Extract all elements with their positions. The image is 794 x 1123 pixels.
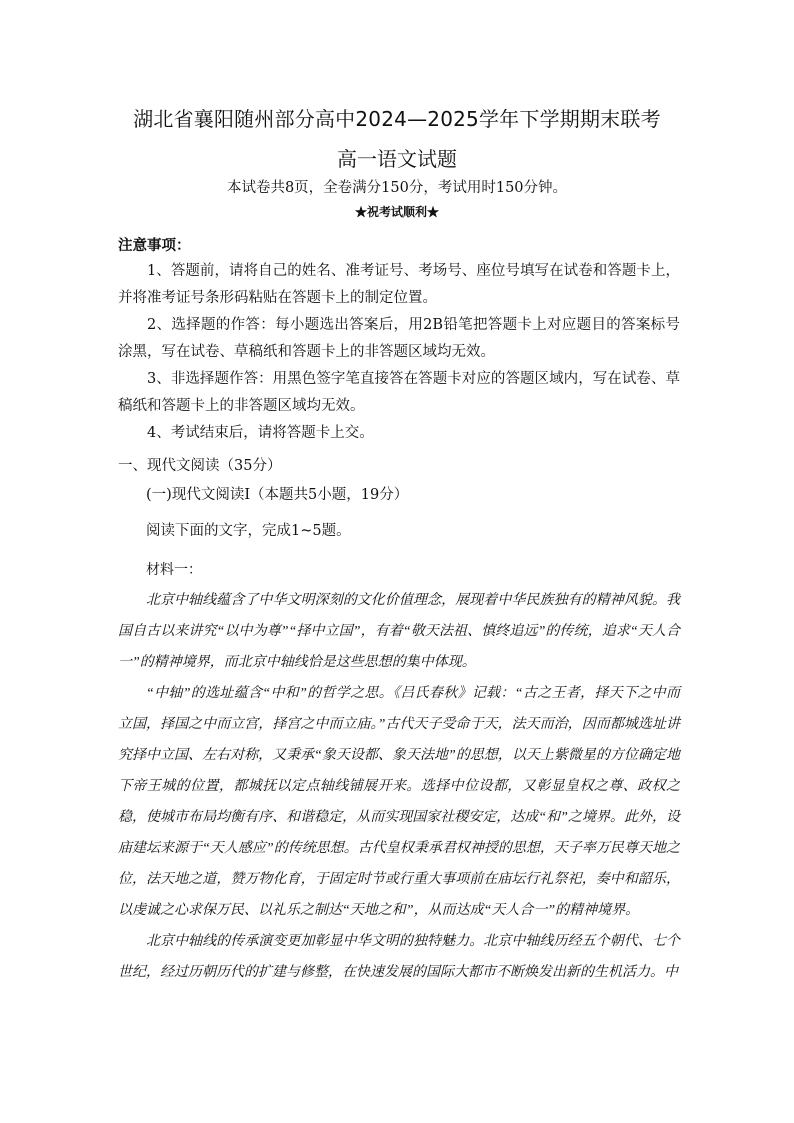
exam-subtitle: 高一语文试题: [337, 147, 457, 171]
note-item: 2、选择题的作答：每小题选出答案后，用2B铅笔把答题卡上对应题目的答案标号涂黑，写在试卷、草稿纸和答题卡上的非答题区域均无效。: [118, 317, 680, 360]
note-item: 1、答题前，请将自己的姓名、准考证号、考场号、座位号填写在试卷和答题卡上，并将准考证号条形码粘贴在答题卡上的制定位置。: [118, 263, 680, 306]
section-title: 一、现代文阅读（35分）: [118, 458, 282, 474]
reading-article: [118, 585, 680, 988]
reading-instruction: 阅读下面的文字，完成1~5题。: [146, 523, 351, 539]
material-label: 材料一：: [146, 562, 202, 578]
article-paragraph: “中轴”的选址蕴含“中和”的哲学之思。《吕氏春秋》记载：“古之王者，择天下之中而立国，择国之中而立宫，择宫之中而立庙。”古代天子受命于天，法天而治，因而都城选址讲究择中立国、左右对称，又秉承“象天设都、象天法地”的思想，以天上紫微星的方位确定地下帝王城的位置，都城抚以定点轴线铺展开来。选择中位设都，又彰显皇权之尊、政权之稳，使城市布局均衡有序、和谐稳定，从而实现国家社稷安定，达成“和”之境界。此外，设庙建坛来源于“天人感应”的传统思想。古代皇权秉承君权神授的思想，天子率万民尊天地之位，法天地之道，赞万物化育，于固定时节或行重大事项前在庙坛行礼祭祀，奏中和韶乐，以虔诚之心求保万民、以礼乐之制达“天地之和”，从而达成“天人合一”的精神境界。: [118, 686, 680, 918]
notes-list: [118, 258, 680, 447]
article-paragraph: 北京中轴线的传承演变更加彰显中华文明的独特魅力。北京中轴线历经五个朝代、七个世纪，经过历朝历代的扩建与修整，在快速发展的国际大都市不断焕发出新的生机活力。中: [118, 934, 680, 980]
notes-heading: 注意事项：: [118, 237, 191, 254]
subsection-title: (一)现代文阅读Ⅰ（本题共5小题，19分）: [146, 487, 409, 503]
exam-info: 本试卷共8页，全卷满分150分，考试用时150分钟。: [226, 180, 568, 196]
note-item: 3、非选择题作答：用黑色签字笔直接答在答题卡对应的答题区域内，写在试卷、草稿纸和答题卡上的非答题区域均无效。: [118, 371, 680, 414]
exam-motto: ★祝考试顺利★: [354, 205, 439, 219]
exam-title: 湖北省襄阳随州部分高中2024—2025学年下学期期末联考: [133, 107, 661, 131]
note-item: 4、考试结束后，请将答题卡上交。: [147, 425, 374, 441]
article-paragraph: 北京中轴线蕴含了中华文明深刻的文化价值理念，展现着中华民族独有的精神风貌。我国自古以来讲究“以中为尊”“择中立国”，有着“敬天法祖、慎终追远”的传统，追求“天人合一”的精神境界，而北京中轴线恰是这些思想的集中体现。: [118, 593, 680, 670]
